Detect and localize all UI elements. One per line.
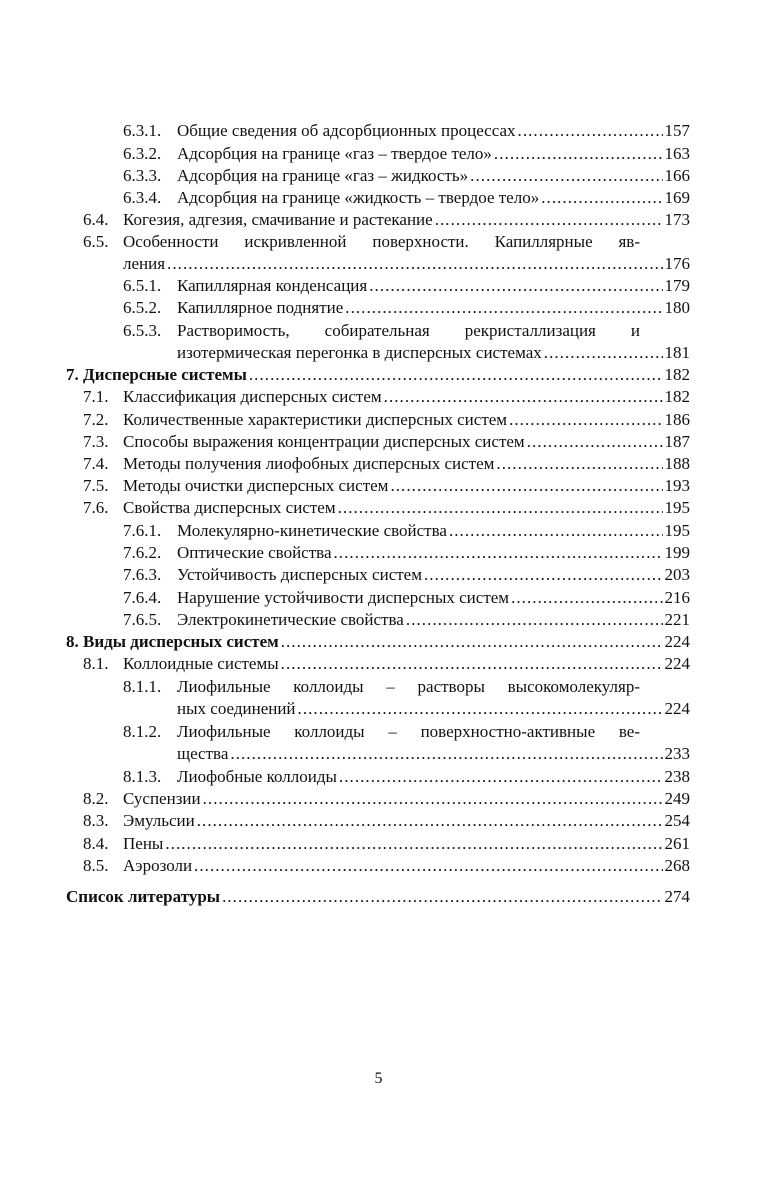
toc-entry-page: 157 [664,121,690,140]
toc-entry-8-1-3[interactable] [123,766,690,788]
toc-entry-number: 7.4. [83,454,109,473]
toc-entry-8-3[interactable] [83,810,690,832]
toc-entry-page: 169 [664,188,690,207]
dot-leader [165,833,662,855]
toc-chapter-8[interactable] [66,631,690,653]
toc-entry-6-3-1[interactable] [123,120,690,142]
toc-entry-title: Количественные характеристики дисперсных систем [123,410,508,429]
toc-entry-page: 181 [664,343,690,362]
toc-entry-line-1 [123,676,640,698]
toc-entry-title: Пены [123,834,164,853]
toc-entry-number: 7.1. [83,387,109,406]
toc-entry-title: Оптические свойства [177,543,332,562]
toc-entry-7-2[interactable] [83,409,690,431]
toc-entry-page: 233 [664,744,690,763]
toc-references[interactable] [66,886,690,908]
toc-chapter-title: 7. Дисперсные системы [66,365,247,384]
dot-leader [334,542,663,564]
toc-entry-number: 7.6.1. [123,521,162,540]
toc-entry-title: Лиофильные коллоиды – поверхностно-активные ве- [177,722,640,741]
dot-leader [281,653,663,675]
toc-entry-number: 8.3. [83,811,109,830]
toc-entry-page: 166 [664,166,690,185]
toc-entry-title: Аэрозоли [123,856,193,875]
dot-leader [544,342,663,364]
toc-entry-page: 238 [664,767,690,786]
toc-entry-page: 249 [664,789,690,808]
toc-entry-number: 8.2. [83,789,109,808]
dot-leader [470,165,662,187]
toc-entry-title: Лиофильные коллоиды – растворы высокомолекуляр- [177,677,640,696]
dot-leader [511,587,662,609]
toc-entry-7-6-4[interactable] [123,587,690,609]
toc-entry-line-2 [177,342,690,364]
toc-entry-number: 6.3.1. [123,121,162,140]
toc-entry-page: 199 [664,543,690,562]
dot-leader [369,275,662,297]
toc-entry-title-cont: щества [177,744,229,763]
dot-leader [339,766,663,788]
toc-entry-line-2 [123,253,690,275]
toc-entry-number: 7.6.5. [123,610,162,629]
toc-entry-title: Когезия, адгезия, смачивание и растекание [123,210,433,229]
toc-entry-6-5-1[interactable] [123,275,690,297]
toc-entry-page: 182 [664,387,690,406]
toc-entry-page: 187 [664,432,690,451]
toc-entry-title: Адсорбция на границе «жидкость – твердое тело» [177,188,540,207]
dot-leader [390,475,662,497]
toc-entry-page: 193 [664,476,690,495]
toc-entry-number: 8.1.1. [123,677,162,696]
toc-entry-line-1 [83,231,640,253]
toc-entry-page: 188 [664,454,690,473]
toc-entry-title: Методы очистки дисперсных систем [123,476,389,495]
dot-leader [203,788,663,810]
toc-entry-page: 224 [664,699,690,718]
toc-entry-page: 186 [664,410,690,429]
toc-entry-title-cont: изотермическая перегонка в дисперсных системах [177,343,542,362]
toc-entry-page: 261 [664,834,690,853]
dot-leader [298,698,663,720]
toc-entry-page: 203 [664,565,690,584]
toc-chapter-title: Список литературы [66,887,221,906]
toc-entry-6-4[interactable] [83,209,690,231]
dot-leader [494,143,663,165]
toc-entry-title-cont: ных соединений [177,699,296,718]
toc-entry-title: Особенности искривленной поверхности. Капиллярные яв- [123,232,640,251]
dot-leader [527,431,663,453]
toc-entry-7-6-1[interactable] [123,520,690,542]
toc-entry-number: 8.1.2. [123,722,162,741]
toc-entry-number: 7.6.3. [123,565,162,584]
toc-entry-title: Свойства дисперсных систем [123,498,336,517]
toc-entry-number: 7.3. [83,432,109,451]
dot-leader [230,743,662,765]
toc-entry-8-2[interactable] [83,788,690,810]
toc-entry-number: 6.5.2. [123,298,162,317]
dot-leader [197,810,663,832]
toc-entry-title: Растворимость, собирательная рекристаллизация и [177,321,640,340]
toc-entry-number: 7.6. [83,498,109,517]
toc-entry-title: Молекулярно-кинетические свойства [177,521,447,540]
toc-entry-7-1[interactable] [83,386,690,408]
toc-entry-page: 195 [664,521,690,540]
dot-leader [496,453,662,475]
toc-entry-line-2 [177,698,690,720]
toc-entry-title: Лиофобные коллоиды [177,767,337,786]
toc-entry-title: Общие сведения об адсорбционных процессах [177,121,516,140]
toc-entry-7-6-3[interactable] [123,564,690,586]
toc-entry-page: 216 [664,588,690,607]
toc-entry-6-3-3[interactable] [123,165,690,187]
toc-entry-7-6[interactable] [83,497,690,519]
dot-leader [509,409,662,431]
toc-entry-number: 8.5. [83,856,109,875]
toc-entry-number: 7.5. [83,476,109,495]
toc-entry-title: Коллоидные системы [123,654,279,673]
toc-entry-number: 7.2. [83,410,109,429]
toc-entry-page: 274 [664,887,690,906]
toc-entry-number: 6.3.2. [123,144,162,163]
toc-chapter-title: 8. Виды дисперсных систем [66,632,279,651]
toc-entry-title: Нарушение устойчивости дисперсных систем [177,588,510,607]
toc-entry-number: 6.5.3. [123,321,162,340]
dot-leader [384,386,663,408]
toc-entry-title: Устойчивость дисперсных систем [177,565,422,584]
toc-entry-number: 6.4. [83,210,109,229]
toc-entry-page: 182 [664,365,690,384]
toc-entry-page: 163 [664,144,690,163]
toc-entry-title: Электрокинетические свойства [177,610,404,629]
dot-leader [167,253,662,275]
toc-entry-page: 224 [664,654,690,673]
toc-entry-page: 195 [664,498,690,517]
dot-leader [435,209,663,231]
toc-chapter-7[interactable] [66,364,690,386]
toc-entry-7-6-2[interactable] [123,542,690,564]
toc-entry-title: Суспензии [123,789,201,808]
toc-entry-title: Методы получения лиофобных дисперсных систем [123,454,495,473]
toc-entry-page: 254 [664,811,690,830]
dot-leader [194,855,662,877]
toc-entry-7-4[interactable] [83,453,690,475]
page-number: 5 [374,1070,383,1087]
toc-entry-6-3-4[interactable] [123,187,690,209]
toc-entry-8-5[interactable] [83,855,690,877]
toc-entry-title: Эмульсии [123,811,195,830]
toc-entry-number: 6.5.1. [123,276,162,295]
toc-entry-6-5-2[interactable] [123,297,690,319]
dot-leader [406,609,663,631]
toc-entry-7-3[interactable] [83,431,690,453]
toc-entry-title-cont: ления [123,254,166,273]
toc-entry-6-3-2[interactable] [123,143,690,165]
toc-entry-number: 8.1.3. [123,767,162,786]
toc-entry-number: 6.3.4. [123,188,162,207]
toc-entry-line-2 [177,743,690,765]
toc-entry-page: 173 [664,210,690,229]
dot-leader [345,297,662,319]
dot-leader [222,886,662,908]
toc-entry-number: 6.5. [83,232,109,251]
toc-entry-title: Классификация дисперсных систем [123,387,382,406]
toc-entry-page: 221 [664,610,690,629]
toc-entry-page: 224 [664,632,690,651]
toc-entry-page: 179 [664,276,690,295]
toc-entry-line-1 [123,320,640,342]
toc-entry-7-6-5[interactable] [123,609,690,631]
toc-entry-number: 6.3.3. [123,166,162,185]
toc-entry-title: Капиллярная конденсация [177,276,368,295]
dot-leader [338,497,663,519]
toc-entry-8-4[interactable] [83,833,690,855]
dot-leader [449,520,663,542]
toc-entry-line-1 [123,721,640,743]
toc-entry-7-5[interactable] [83,475,690,497]
dot-leader [249,364,663,386]
dot-leader [281,631,663,653]
dot-leader [518,120,663,142]
toc-entry-page: 268 [664,856,690,875]
toc-entry-page: 180 [664,298,690,317]
toc-entry-title: Способы выражения концентрации дисперсных систем [123,432,525,451]
toc-entry-title: Адсорбция на границе «газ – твердое тело» [177,144,492,163]
toc-entry-title: Капиллярное поднятие [177,298,344,317]
toc-entry-title: Адсорбция на границе «газ – жидкость» [177,166,469,185]
toc-entry-number: 8.4. [83,834,109,853]
toc-entry-number: 7.6.4. [123,588,162,607]
dot-leader [424,564,663,586]
toc-entry-page: 176 [664,254,690,273]
toc-entry-number: 7.6.2. [123,543,162,562]
toc-entry-8-1[interactable] [83,653,690,675]
toc-entry-number: 8.1. [83,654,109,673]
dot-leader [541,187,662,209]
